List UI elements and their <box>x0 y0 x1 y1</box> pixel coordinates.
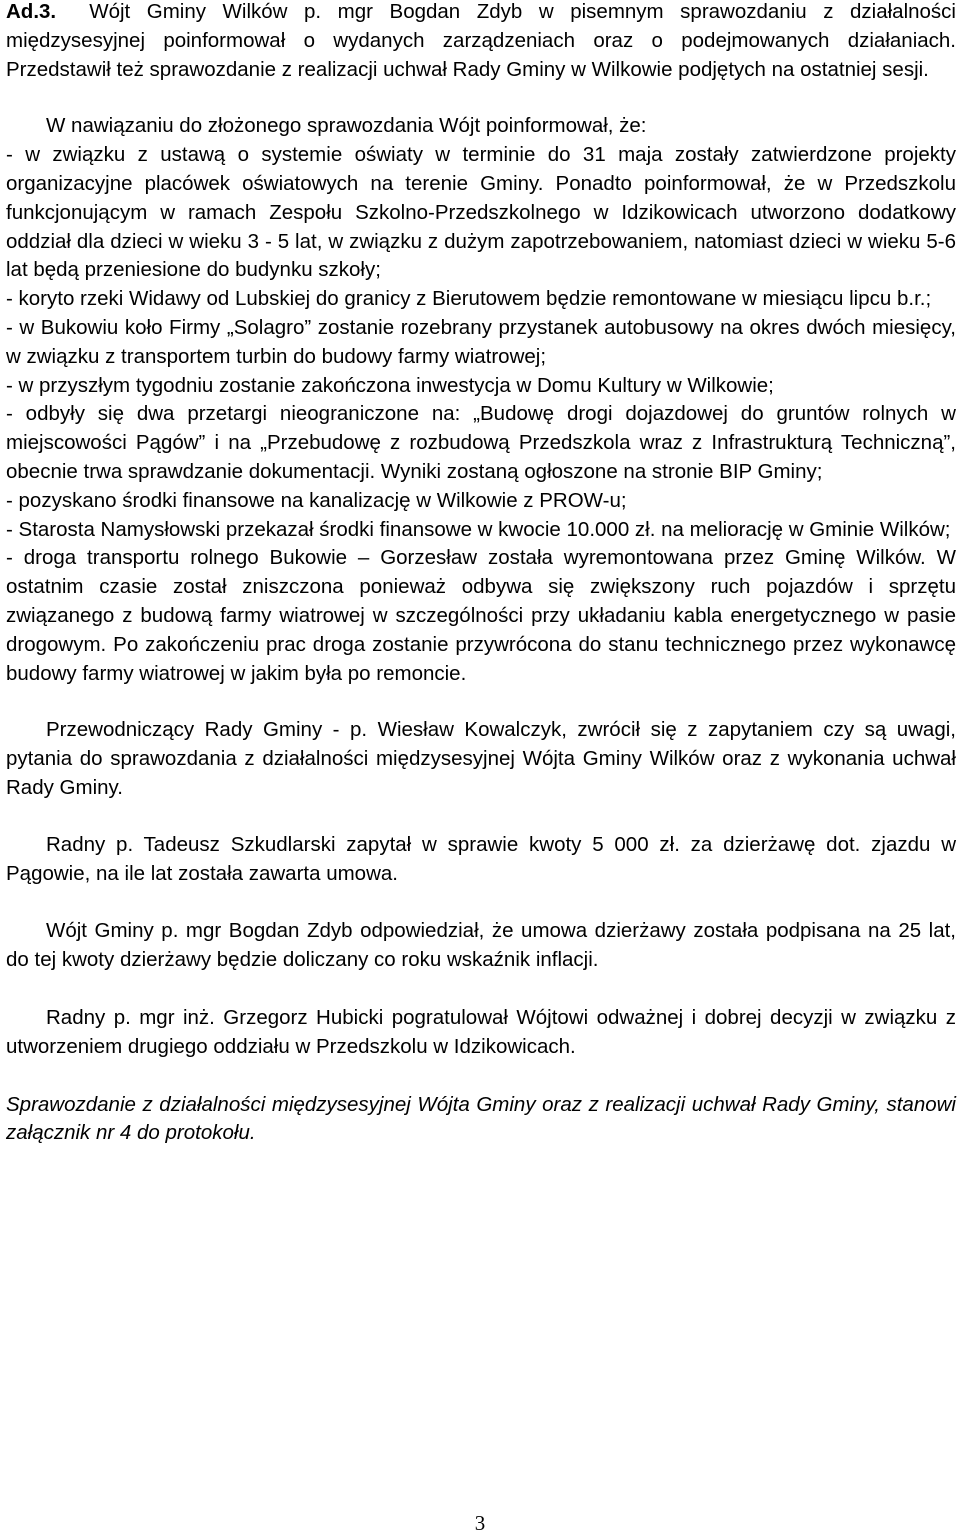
section-label: Ad.3. <box>6 0 57 23</box>
page-number: 3 <box>474 1511 486 1535</box>
report-item: - droga transportu rolnego Bukowie – Gorzesław została wyremontowana przez Gminę Wilków. W ostatnim czasie został zniszczona ponieważ odbywa się zwiększony ruch pojazdów i sprzętu związanego z budową farmy wiatrowej w szczególności przy układaniu kabla energetycznego w pasie drogowym. Po zakończeniu prac droga zostanie przywrócona do stanu technicznego przez wykonawcę budowy farmy wiatrowej w jakim była po remoncie. <box>6 546 956 685</box>
report-item: - Starosta Namysłowski przekazał środki finansowe w kwocie 10.000 zł. na meliorację w Gminie Wilków; <box>6 517 951 541</box>
report-block <box>6 112 956 688</box>
report-intro: W nawiązaniu do złożonego sprawozdania Wójt poinformował, że: <box>46 114 647 138</box>
szkudlarski-paragraph: Radny p. Tadeusz Szkudlarski zapytał w sprawie kwoty 5 000 zł. za dzierżawę dot. zjazdu w Pągowie, na ile lat została zawarta umowa. <box>6 832 956 885</box>
report-item: - w Bukowiu koło Firmy „Solagro” zostanie rozebrany przystanek autobusowy na okres dwóch miesięcy, w związku z transportem turbin do budowy farmy wiatrowej; <box>6 315 956 368</box>
report-item: - w związku z ustawą o systemie oświaty w terminie do 31 maja zostały zatwierdzone projekty organizacyjne placówek oświatowych na terenie Gminy. Ponadto poinformował, że w Przedszkolu funkcjonującym w ramach Zespołu Szkolno-Przedszkolnego w Idzikowicach utworzono dodatkowy oddział dla dzieci w wieku 3 - 5 lat, w związku z dużym zapotrzebowaniem, natomiast dzieci w wieku 5-6 lat będą przeniesione do budynku szkoły; <box>6 143 956 282</box>
document-page <box>6 0 956 1148</box>
chairman-paragraph: Przewodniczący Rady Gminy - p. Wiesław Kowalczyk, zwrócił się z zapytaniem czy są uwagi, pytania do sprawozdania z działalności międzysesyjnej Wójta Gminy Wilków oraz z wykonania uchwał Rady Gminy. <box>6 718 956 799</box>
section-text: Wójt Gminy Wilków p. mgr Bogdan Zdyb w pisemnym sprawozdaniu z działalności międzysesyjnej poinformował o wydanych zarządzeniach oraz o podejmowanych działaniach. Przedstawił też sprawozdanie z realizacji uchwał Rady Gminy w Wilkowie podjętych na ostatniej sesji. <box>6 0 956 81</box>
report-item: - odbyły się dwa przetargi nieograniczone na: „Budowę drogi dojazdowej do gruntów rolnych w miejscowości Pągów” i na „Przebudowę z rozbudową Przedszkola wraz z Infrastrukturą Techniczną”, obecnie trwa sprawdzanie dokumentacji. Wyniki zostaną ogłoszone na stronie BIP Gminy; <box>6 402 956 483</box>
wojt-answer-paragraph: Wójt Gminy p. mgr Bogdan Zdyb odpowiedział, że umowa dzierżawy została podpisana na 25 lat, do tej kwoty dzierżawy będzie doliczany co roku wskaźnik inflacji. <box>6 919 956 972</box>
section-paragraph <box>6 0 956 84</box>
report-item: - pozyskano środki finansowe na kanalizację w Wilkowie z PROW-u; <box>6 488 627 512</box>
hubicki-paragraph: Radny p. mgr inż. Grzegorz Hubicki pogratulował Wójtowi odważnej i dobrej decyzji w związku z utworzeniem drugiego oddziału w Przedszkolu w Idzikowicach. <box>6 1005 956 1058</box>
report-item: - koryto rzeki Widawy od Lubskiej do granicy z Bierutowem będzie remontowane w miesiącu lipcu b.r.; <box>6 287 932 311</box>
report-item: - w przyszłym tygodniu zostanie zakończona inwestycja w Domu Kultury w Wilkowie; <box>6 373 774 397</box>
attachment-note: Sprawozdanie z działalności międzysesyjnej Wójta Gminy oraz z realizacji uchwał Rady Gminy, stanowi załącznik nr 4 do protokołu. <box>6 1092 956 1145</box>
